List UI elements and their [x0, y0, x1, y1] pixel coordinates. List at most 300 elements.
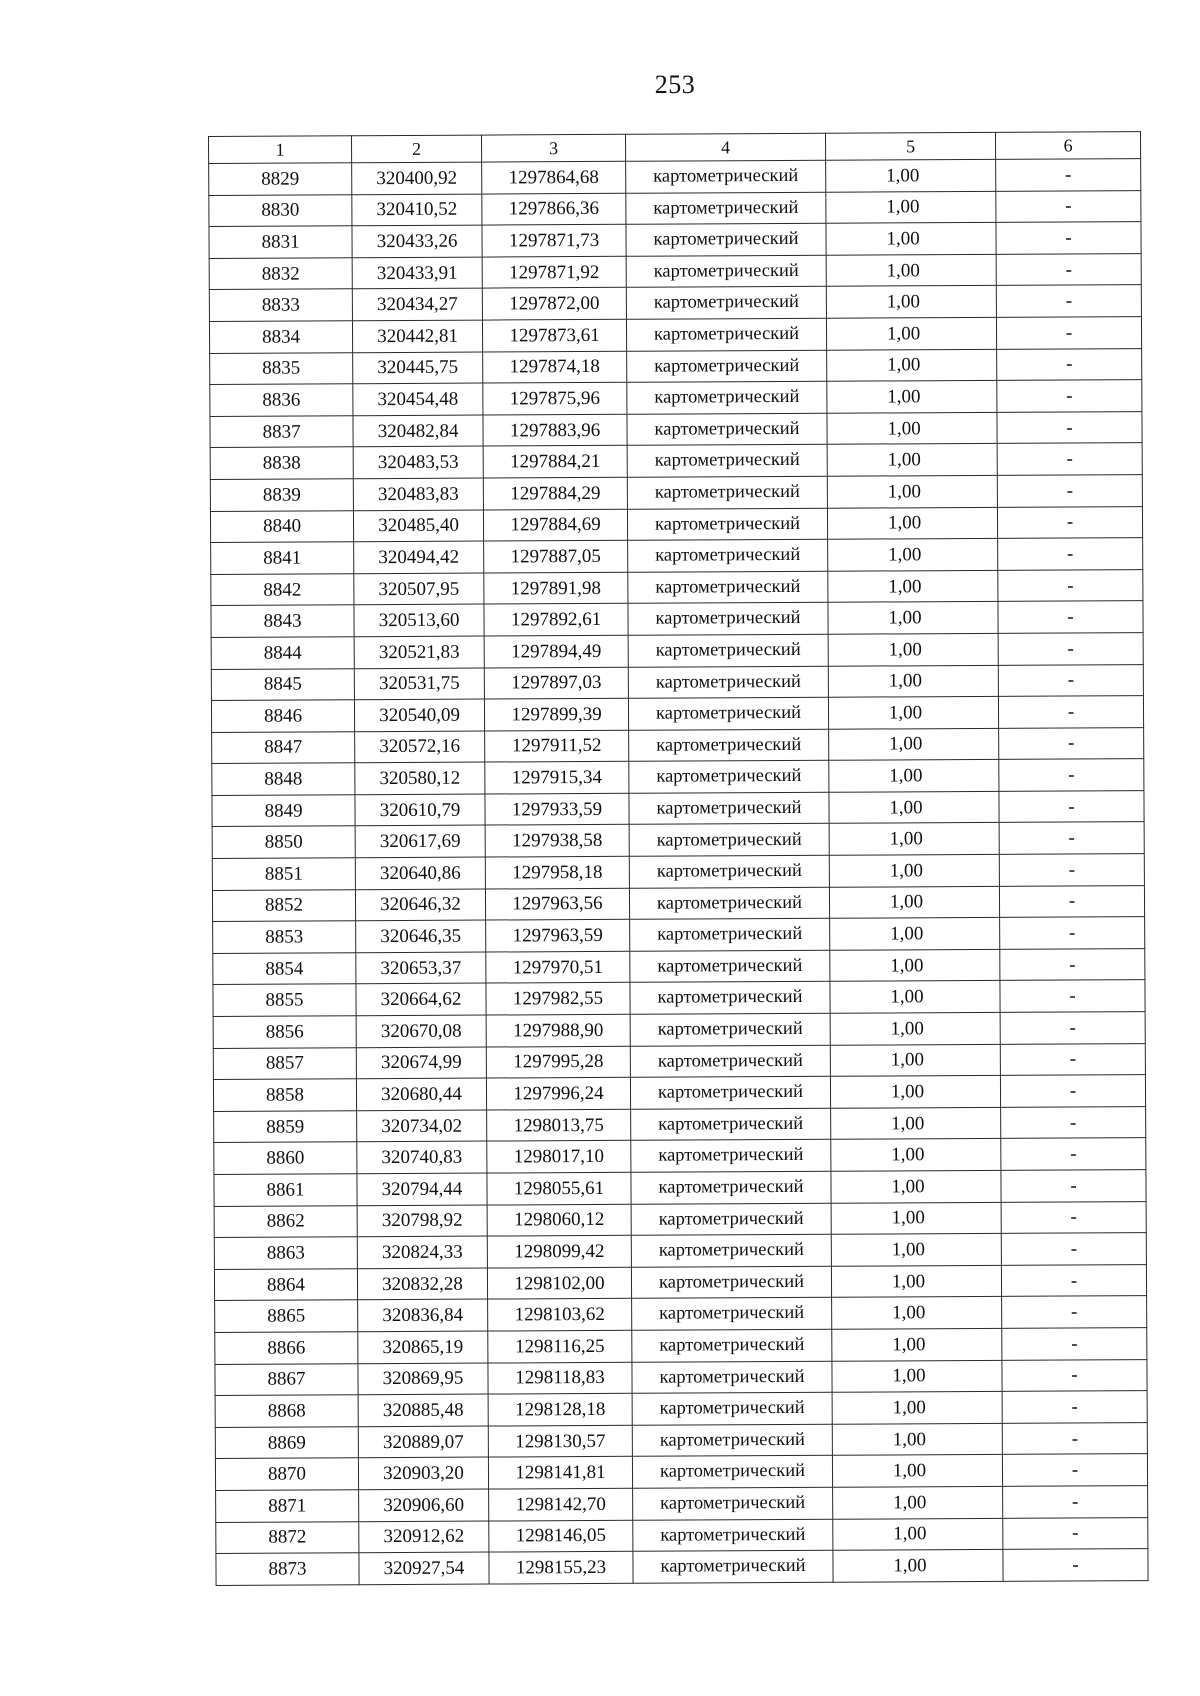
method-cell: картометрический [626, 192, 826, 225]
method-cell: картометрический [631, 1108, 831, 1141]
y-coordinate-cell: 1297894,49 [484, 635, 628, 667]
point-number-cell: 8839 [210, 479, 353, 511]
note-cell: - [1000, 917, 1145, 949]
point-number-cell: 8841 [211, 542, 354, 574]
y-coordinate-cell: 1297988,90 [486, 1014, 630, 1046]
y-coordinate-cell: 1297915,34 [485, 762, 629, 794]
x-coordinate-cell: 320507,95 [354, 573, 484, 605]
y-coordinate-cell: 1297982,55 [486, 983, 630, 1015]
column-header-4: 4 [625, 133, 825, 161]
table-row [210, 475, 1142, 511]
x-coordinate-cell: 320442,81 [352, 320, 482, 352]
method-cell: картометрический [627, 508, 827, 541]
point-number-cell: 8851 [212, 858, 355, 890]
x-coordinate-cell: 320445,75 [353, 352, 483, 384]
note-cell: - [1002, 1422, 1147, 1454]
point-number-cell: 8863 [214, 1237, 357, 1269]
accuracy-cell: 1,00 [828, 570, 998, 602]
note-cell: - [1002, 1296, 1147, 1328]
x-coordinate-cell: 320434,27 [352, 288, 482, 320]
accuracy-cell: 1,00 [830, 981, 1000, 1013]
note-cell: - [1003, 1549, 1148, 1581]
x-coordinate-cell: 320740,83 [357, 1141, 487, 1173]
accuracy-cell: 1,00 [828, 538, 998, 570]
note-cell: - [996, 253, 1141, 285]
note-cell: - [999, 822, 1144, 854]
table-row [212, 727, 1144, 763]
x-coordinate-cell: 320580,12 [355, 762, 485, 794]
table-row [215, 1391, 1147, 1427]
x-coordinate-cell: 320617,69 [355, 826, 485, 858]
method-cell: картометрический [627, 413, 827, 446]
y-coordinate-cell: 1297963,59 [486, 920, 630, 952]
method-cell: картометрический [630, 919, 830, 952]
point-number-cell: 8868 [215, 1395, 358, 1427]
note-cell: - [999, 790, 1144, 822]
point-number-cell: 8869 [215, 1426, 358, 1458]
table-row [211, 696, 1143, 732]
accuracy-cell: 1,00 [826, 286, 996, 318]
accuracy-cell: 1,00 [828, 696, 998, 728]
point-number-cell: 8831 [209, 226, 352, 258]
accuracy-cell: 1,00 [831, 1202, 1001, 1234]
method-cell: картометрический [627, 381, 827, 414]
accuracy-cell: 1,00 [827, 349, 997, 381]
accuracy-cell: 1,00 [831, 1234, 1001, 1266]
method-cell: картометрический [626, 160, 826, 193]
point-number-cell: 8837 [210, 415, 353, 447]
table-row [214, 1170, 1146, 1206]
accuracy-cell: 1,00 [826, 223, 996, 255]
method-cell: картометрический [631, 1234, 831, 1267]
accuracy-cell: 1,00 [830, 1076, 1000, 1108]
note-cell: - [1002, 1359, 1147, 1391]
page-number: 253 [654, 70, 696, 99]
accuracy-cell: 1,00 [829, 760, 999, 792]
x-coordinate-cell: 320483,53 [353, 446, 483, 478]
note-cell: - [1001, 1170, 1146, 1202]
point-number-cell: 8845 [211, 668, 354, 700]
point-number-cell: 8862 [214, 1205, 357, 1237]
table-row [211, 601, 1143, 637]
point-number-cell: 8840 [210, 510, 353, 542]
note-cell: - [999, 854, 1144, 886]
method-cell: картометрический [627, 445, 827, 478]
x-coordinate-cell: 320869,95 [358, 1363, 488, 1395]
column-header-1: 1 [209, 136, 352, 164]
x-coordinate-cell: 320400,92 [352, 162, 482, 194]
note-cell: - [998, 696, 1143, 728]
note-cell: - [1001, 1201, 1146, 1233]
note-cell: - [998, 664, 1143, 696]
table-row [214, 1106, 1146, 1142]
table-row [214, 1264, 1146, 1300]
method-cell: картометрический [630, 1045, 830, 1078]
table-row [216, 1517, 1148, 1553]
accuracy-cell: 1,00 [827, 381, 997, 413]
table-row [216, 1549, 1148, 1585]
y-coordinate-cell: 1297875,96 [483, 382, 627, 414]
method-cell: картометрический [629, 761, 829, 794]
table-row [215, 1328, 1147, 1364]
method-cell: картометрический [629, 887, 829, 920]
point-number-cell: 8832 [209, 258, 352, 290]
point-number-cell: 8858 [213, 1079, 356, 1111]
y-coordinate-cell: 1297884,29 [483, 477, 627, 509]
note-cell: - [1000, 980, 1145, 1012]
table-row [209, 317, 1141, 353]
point-number-cell: 8830 [209, 194, 352, 226]
point-number-cell: 8864 [214, 1269, 357, 1301]
accuracy-cell: 1,00 [831, 1170, 1001, 1202]
note-cell: - [998, 633, 1143, 665]
method-cell: картометрический [626, 318, 826, 351]
point-number-cell: 8852 [212, 889, 355, 921]
note-cell: - [999, 727, 1144, 759]
method-cell: картометрический [632, 1456, 832, 1489]
x-coordinate-cell: 320798,92 [357, 1205, 487, 1237]
y-coordinate-cell: 1298155,23 [489, 1551, 633, 1583]
y-coordinate-cell: 1298141,81 [488, 1457, 632, 1489]
y-coordinate-cell: 1298099,42 [487, 1235, 631, 1267]
y-coordinate-cell: 1297933,59 [485, 793, 629, 825]
note-cell: - [998, 538, 1143, 570]
x-coordinate-cell: 320832,28 [357, 1268, 487, 1300]
point-number-cell: 8866 [215, 1332, 358, 1364]
x-coordinate-cell: 320485,40 [353, 510, 483, 542]
table-row [212, 790, 1144, 826]
method-cell: картометрический [630, 1076, 830, 1109]
table-row [210, 443, 1142, 479]
accuracy-cell: 1,00 [826, 159, 996, 191]
note-cell: - [997, 475, 1142, 507]
point-number-cell: 8844 [211, 637, 354, 669]
point-number-cell: 8855 [213, 984, 356, 1016]
accuracy-cell: 1,00 [828, 602, 998, 634]
table-row [209, 285, 1141, 321]
y-coordinate-cell: 1298130,57 [488, 1425, 632, 1457]
accuracy-cell: 1,00 [829, 823, 999, 855]
x-coordinate-cell: 320653,37 [356, 952, 486, 984]
note-cell: - [1003, 1486, 1148, 1518]
table-row [215, 1359, 1147, 1395]
x-coordinate-cell: 320865,19 [358, 1331, 488, 1363]
table-row [213, 1043, 1145, 1079]
y-coordinate-cell: 1297892,61 [484, 604, 628, 636]
note-cell: - [1003, 1517, 1148, 1549]
note-cell: - [996, 317, 1141, 349]
x-coordinate-cell: 320646,35 [356, 920, 486, 952]
table-row [209, 190, 1141, 226]
y-coordinate-cell: 1297871,73 [482, 225, 626, 257]
table-row [215, 1422, 1147, 1458]
method-cell: картометрический [628, 697, 828, 730]
note-cell: - [1002, 1391, 1147, 1423]
x-coordinate-cell: 320836,84 [358, 1299, 488, 1331]
table-row [215, 1296, 1147, 1332]
x-coordinate-cell: 320521,83 [354, 636, 484, 668]
accuracy-cell: 1,00 [829, 791, 999, 823]
x-coordinate-cell: 320494,42 [354, 541, 484, 573]
method-cell: картометрический [626, 287, 826, 320]
method-cell: картометрический [628, 571, 828, 604]
x-coordinate-cell: 320410,52 [352, 194, 482, 226]
accuracy-cell: 1,00 [829, 854, 999, 886]
method-cell: картометрический [627, 350, 827, 383]
point-number-cell: 8849 [212, 795, 355, 827]
x-coordinate-cell: 320824,33 [357, 1236, 487, 1268]
accuracy-cell: 1,00 [828, 665, 998, 697]
y-coordinate-cell: 1297897,03 [484, 667, 628, 699]
table-row [216, 1486, 1148, 1522]
y-coordinate-cell: 1298017,10 [487, 1141, 631, 1173]
y-coordinate-cell: 1297884,21 [483, 446, 627, 478]
y-coordinate-cell: 1297958,18 [485, 856, 629, 888]
note-cell: - [1002, 1328, 1147, 1360]
y-coordinate-cell: 1298142,70 [489, 1488, 633, 1520]
method-cell: картометрический [630, 950, 830, 983]
table-row [212, 885, 1144, 921]
x-coordinate-cell: 320572,16 [355, 731, 485, 763]
note-cell: - [1001, 1233, 1146, 1265]
x-coordinate-cell: 320885,48 [358, 1394, 488, 1426]
point-number-cell: 8861 [214, 1174, 357, 1206]
table-row [213, 980, 1145, 1016]
method-cell: картометрический [629, 855, 829, 888]
accuracy-cell: 1,00 [830, 1012, 1000, 1044]
point-number-cell: 8873 [216, 1553, 359, 1585]
accuracy-cell: 1,00 [829, 886, 999, 918]
note-cell: - [1002, 1454, 1147, 1486]
x-coordinate-cell: 320433,26 [352, 225, 482, 257]
method-cell: картометрический [626, 255, 826, 288]
y-coordinate-cell: 1297873,61 [482, 319, 626, 351]
x-coordinate-cell: 320540,09 [354, 699, 484, 731]
x-coordinate-cell: 320906,60 [359, 1489, 489, 1521]
note-cell: - [1000, 1043, 1145, 1075]
column-header-2: 2 [352, 135, 482, 163]
x-coordinate-cell: 320889,07 [358, 1426, 488, 1458]
table-row [215, 1454, 1147, 1490]
note-cell: - [1000, 1012, 1145, 1044]
note-cell: - [997, 443, 1142, 475]
y-coordinate-cell: 1297871,92 [482, 256, 626, 288]
point-number-cell: 8870 [215, 1458, 358, 1490]
method-cell: картометрический [628, 666, 828, 699]
note-cell: - [1001, 1264, 1146, 1296]
accuracy-cell: 1,00 [831, 1107, 1001, 1139]
y-coordinate-cell: 1297872,00 [482, 288, 626, 320]
method-cell: картометрический [633, 1519, 833, 1552]
y-coordinate-cell: 1297911,52 [485, 730, 629, 762]
x-coordinate-cell: 320674,99 [356, 1047, 486, 1079]
x-coordinate-cell: 320531,75 [354, 668, 484, 700]
accuracy-cell: 1,00 [832, 1423, 1002, 1455]
method-cell: картометрический [633, 1550, 833, 1583]
x-coordinate-cell: 320670,08 [356, 1015, 486, 1047]
point-number-cell: 8834 [209, 321, 352, 353]
x-coordinate-cell: 320454,48 [353, 383, 483, 415]
coordinates-table [208, 131, 1149, 1586]
accuracy-cell: 1,00 [832, 1328, 1002, 1360]
y-coordinate-cell: 1298128,18 [488, 1393, 632, 1425]
accuracy-cell: 1,00 [831, 1265, 1001, 1297]
method-cell: картометрический [632, 1392, 832, 1425]
point-number-cell: 8842 [211, 573, 354, 605]
y-coordinate-cell: 1298102,00 [487, 1267, 631, 1299]
method-cell: картометрический [629, 729, 829, 762]
table-row [213, 948, 1145, 984]
method-cell: картометрический [628, 634, 828, 667]
table-row [210, 380, 1142, 416]
method-cell: картометрический [632, 1329, 832, 1362]
point-number-cell: 8843 [211, 605, 354, 637]
note-cell: - [1000, 948, 1145, 980]
table-row [214, 1138, 1146, 1174]
y-coordinate-cell: 1297884,69 [483, 509, 627, 541]
note-cell: - [999, 759, 1144, 791]
y-coordinate-cell: 1298118,83 [488, 1362, 632, 1394]
y-coordinate-cell: 1298055,61 [487, 1172, 631, 1204]
x-coordinate-cell: 320680,44 [356, 1078, 486, 1110]
note-cell: - [997, 506, 1142, 538]
method-cell: картометрический [628, 539, 828, 572]
accuracy-cell: 1,00 [832, 1455, 1002, 1487]
x-coordinate-cell: 320610,79 [355, 794, 485, 826]
y-coordinate-cell: 1297887,05 [484, 540, 628, 572]
y-coordinate-cell: 1297963,56 [485, 888, 629, 920]
point-number-cell: 8865 [215, 1300, 358, 1332]
note-cell: - [1001, 1106, 1146, 1138]
method-cell: картометрический [632, 1424, 832, 1457]
point-number-cell: 8848 [212, 763, 355, 795]
method-cell: картометрический [631, 1203, 831, 1236]
accuracy-cell: 1,00 [827, 412, 997, 444]
accuracy-cell: 1,00 [830, 1044, 1000, 1076]
y-coordinate-cell: 1297899,39 [484, 698, 628, 730]
accuracy-cell: 1,00 [827, 507, 997, 539]
y-coordinate-cell: 1298013,75 [487, 1109, 631, 1141]
point-number-cell: 8853 [213, 921, 356, 953]
y-coordinate-cell: 1297891,98 [484, 572, 628, 604]
method-cell: картометрический [631, 1266, 831, 1299]
point-number-cell: 8854 [213, 953, 356, 985]
method-cell: картометрический [632, 1361, 832, 1394]
accuracy-cell: 1,00 [833, 1549, 1003, 1581]
accuracy-cell: 1,00 [826, 191, 996, 223]
table-row [211, 569, 1143, 605]
method-cell: картометрический [630, 1013, 830, 1046]
accuracy-cell: 1,00 [827, 475, 997, 507]
y-coordinate-cell: 1297866,36 [482, 193, 626, 225]
table-row [214, 1233, 1146, 1269]
point-number-cell: 8847 [212, 731, 355, 763]
y-coordinate-cell: 1298146,05 [489, 1520, 633, 1552]
table-body [209, 159, 1148, 1586]
accuracy-cell: 1,00 [830, 949, 1000, 981]
note-cell: - [997, 348, 1142, 380]
point-number-cell: 8867 [215, 1363, 358, 1395]
point-number-cell: 8836 [210, 384, 353, 416]
table-row [209, 253, 1141, 289]
table-row [209, 222, 1141, 258]
y-coordinate-cell: 1297883,96 [483, 414, 627, 446]
method-cell: картометрический [633, 1487, 833, 1520]
note-cell: - [999, 885, 1144, 917]
accuracy-cell: 1,00 [831, 1139, 1001, 1171]
point-number-cell: 8846 [211, 700, 354, 732]
note-cell: - [1000, 1075, 1145, 1107]
x-coordinate-cell: 320513,60 [354, 604, 484, 636]
x-coordinate-cell: 320482,84 [353, 415, 483, 447]
y-coordinate-cell: 1297995,28 [486, 1046, 630, 1078]
x-coordinate-cell: 320640,86 [355, 857, 485, 889]
method-cell: картометрический [629, 792, 829, 825]
x-coordinate-cell: 320646,32 [355, 889, 485, 921]
note-cell: - [998, 601, 1143, 633]
x-coordinate-cell: 320912,62 [359, 1521, 489, 1553]
y-coordinate-cell: 1298103,62 [488, 1299, 632, 1331]
x-coordinate-cell: 320794,44 [357, 1173, 487, 1205]
x-coordinate-cell: 320734,02 [357, 1110, 487, 1142]
table-row [209, 159, 1141, 195]
table-row [210, 348, 1142, 384]
table-row [211, 664, 1143, 700]
point-number-cell: 8833 [209, 289, 352, 321]
accuracy-cell: 1,00 [827, 444, 997, 476]
method-cell: картометрический [631, 1140, 831, 1173]
point-number-cell: 8859 [214, 1111, 357, 1143]
point-number-cell: 8850 [212, 826, 355, 858]
point-number-cell: 8835 [210, 352, 353, 384]
y-coordinate-cell: 1298060,12 [487, 1204, 631, 1236]
accuracy-cell: 1,00 [832, 1360, 1002, 1392]
table-row [212, 822, 1144, 858]
method-cell: картометрический [628, 603, 828, 636]
accuracy-cell: 1,00 [830, 918, 1000, 950]
note-cell: - [997, 380, 1142, 412]
x-coordinate-cell: 320664,62 [356, 983, 486, 1015]
x-coordinate-cell: 320483,83 [353, 478, 483, 510]
accuracy-cell: 1,00 [832, 1392, 1002, 1424]
accuracy-cell: 1,00 [833, 1518, 1003, 1550]
table-row [213, 1012, 1145, 1048]
point-number-cell: 8857 [213, 1047, 356, 1079]
y-coordinate-cell: 1297938,58 [485, 825, 629, 857]
table-row [210, 506, 1142, 542]
table-row [213, 917, 1145, 953]
table-row [210, 411, 1142, 447]
point-number-cell: 8829 [209, 163, 352, 195]
table-row [214, 1201, 1146, 1237]
method-cell: картометрический [627, 476, 827, 509]
x-coordinate-cell: 320433,91 [352, 257, 482, 289]
note-cell: - [997, 411, 1142, 443]
point-number-cell: 8860 [214, 1142, 357, 1174]
method-cell: картометрический [626, 223, 826, 256]
point-number-cell: 8872 [216, 1521, 359, 1553]
y-coordinate-cell: 1297996,24 [486, 1078, 630, 1110]
method-cell: картометрический [631, 1171, 831, 1204]
point-number-cell: 8871 [216, 1490, 359, 1522]
note-cell: - [996, 222, 1141, 254]
note-cell: - [996, 285, 1141, 317]
note-cell: - [998, 569, 1143, 601]
point-number-cell: 8856 [213, 1016, 356, 1048]
accuracy-cell: 1,00 [828, 633, 998, 665]
accuracy-cell: 1,00 [826, 317, 996, 349]
table-row [211, 538, 1143, 574]
